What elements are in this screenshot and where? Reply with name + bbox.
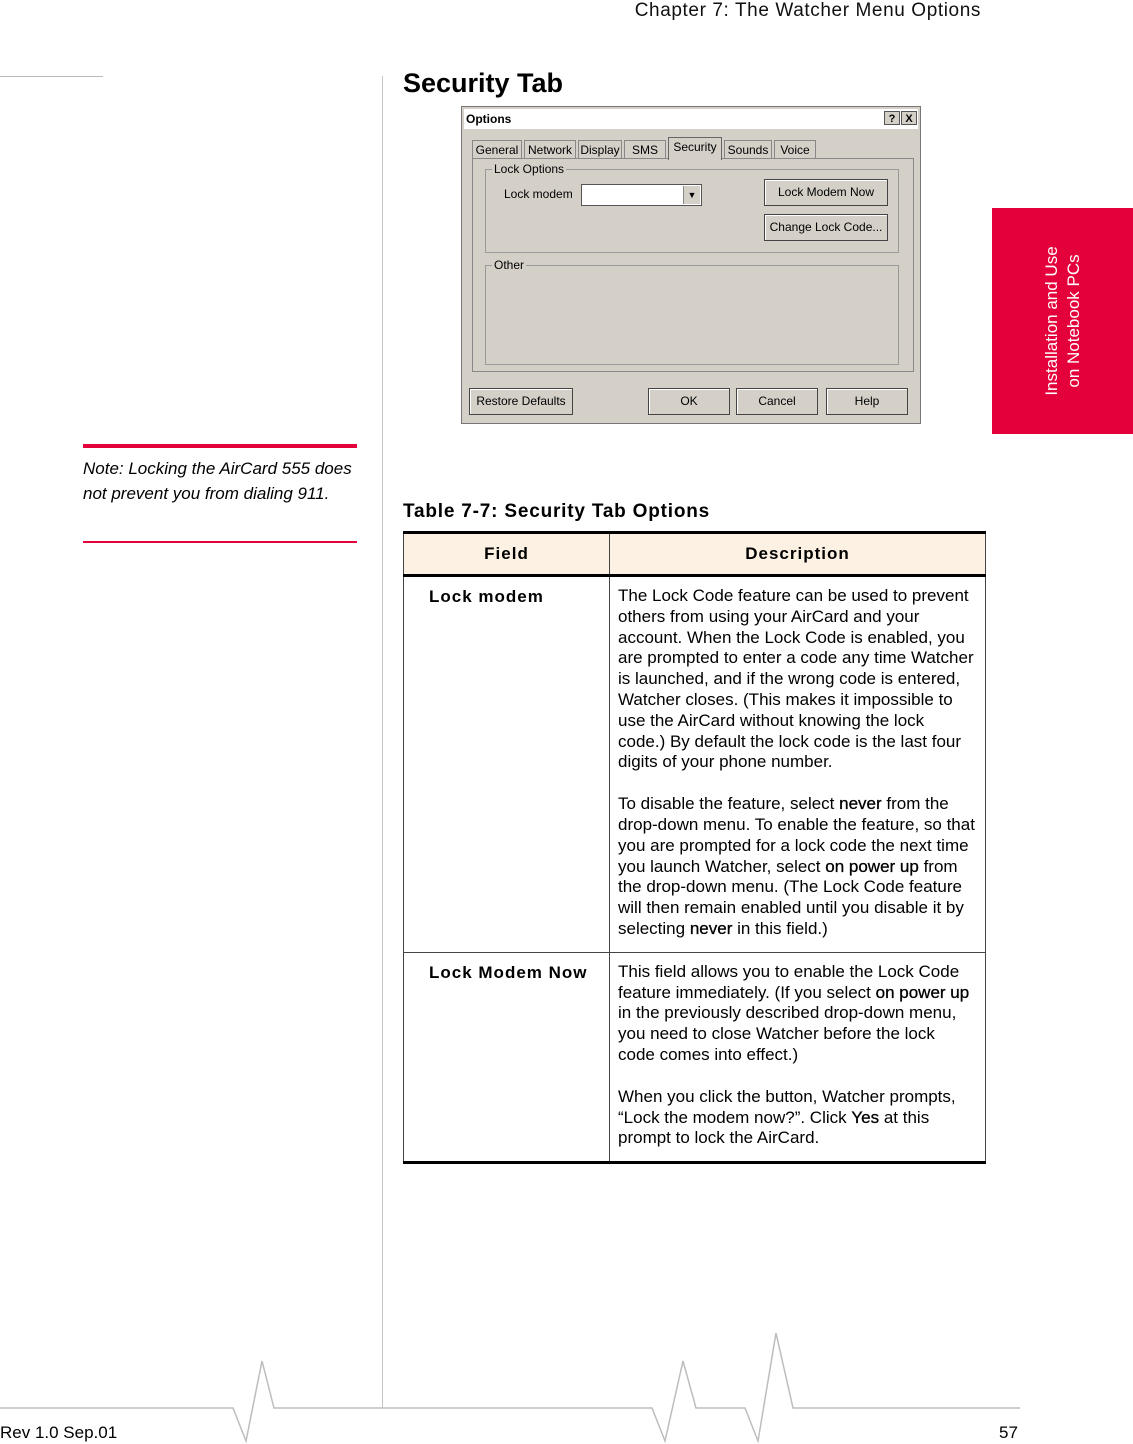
security-options-table: [403, 531, 985, 1164]
security-panel: [472, 158, 914, 372]
table-row: [404, 952, 986, 1162]
tab-voice[interactable]: Voice: [774, 140, 816, 159]
note-bottom-rule: [83, 541, 357, 543]
description-cell: [610, 576, 986, 953]
description-paragraph: The Lock Code feature can be used to prevent others from using your AirCard and your account. When the Lock Code is enabled, you are prompted to enter a code any time Watcher is launched, and if the wrong code is entered, Watcher closes. (This makes it impossible to use the AirCard without knowing the lock code.) By default the lock code is the last four digits of your phone number.: [618, 586, 974, 772]
description-cell: [610, 952, 986, 1162]
page-number: 57: [999, 1423, 1018, 1442]
text-run: To disable the feature, select: [618, 794, 840, 814]
other-group: [485, 258, 899, 365]
text-run: in the previously described drop-down menu, you need to close Watcher before the lock code comes into effect.): [618, 1003, 957, 1064]
dialog-titlebar: [464, 109, 918, 129]
text-run: in this field.): [732, 918, 828, 938]
help-icon[interactable]: ?: [884, 111, 900, 125]
side-tab-label: [1041, 246, 1085, 395]
description-paragraph: [618, 794, 975, 940]
close-icon[interactable]: X: [901, 111, 917, 125]
lock-options-group: [485, 162, 899, 253]
restore-defaults-button[interactable]: Restore Defaults: [469, 388, 573, 415]
help-button[interactable]: Help: [826, 388, 908, 415]
cancel-button[interactable]: Cancel: [736, 388, 818, 415]
lock-modem-now-button[interactable]: Lock Modem Now: [764, 179, 888, 206]
margin-divider: [382, 76, 383, 1408]
section-title: Security Tab: [403, 68, 564, 98]
footer-revision: Rev 1.0 Sep.01: [0, 1423, 118, 1442]
tab-sounds[interactable]: Sounds: [724, 140, 772, 159]
ui-term-never: never: [839, 794, 882, 814]
tab-display[interactable]: Display: [578, 140, 622, 159]
ui-term-yes: Yes: [851, 1107, 880, 1127]
column-header-field: Field: [404, 533, 610, 576]
ui-term-on-power-up: on power up: [825, 856, 919, 876]
tab-sms[interactable]: SMS: [624, 140, 666, 159]
chapter-header: Chapter 7: The Watcher Menu Options: [634, 0, 981, 21]
text-run: This field allows you to enable the Lock Code feature immediately. (If you select: [618, 961, 960, 1002]
description-paragraph: [618, 962, 975, 1066]
options-dialog: [461, 106, 921, 424]
ok-button[interactable]: OK: [648, 388, 730, 415]
lock-modem-dropdown[interactable]: [581, 184, 702, 206]
tab-security[interactable]: Security: [668, 137, 722, 160]
ui-term-on-power-up: on power up: [875, 982, 970, 1002]
text-run: at this prompt to lock the AirCard.: [618, 1107, 930, 1148]
note-text: Note: Locking the AirCard 555 does not prevent you from dialing 911.: [83, 459, 352, 503]
waveform-decoration: [0, 1325, 1133, 1444]
change-lock-code-button[interactable]: Change Lock Code...: [764, 214, 888, 241]
text-run: When you click the button, Watcher prompts, “Lock the modem now?”. Click: [618, 1086, 956, 1127]
text-run: from the drop-down menu. To enable the feature, so that you are prompted for a lock code the next time you launch Watcher, select: [618, 794, 975, 876]
side-tab-line-1: Installation and Use: [1041, 246, 1061, 396]
note-top-rule: [83, 444, 357, 448]
side-tab-line-2: on Notebook PCs: [1063, 254, 1083, 388]
other-label: Other: [494, 258, 525, 272]
column-header-description: Description: [610, 533, 986, 576]
table-row: [404, 576, 986, 953]
top-rule: [0, 76, 103, 77]
text-run: from the drop-down menu. (The Lock Code feature will then remain enabled until you disable it by selecting: [618, 856, 964, 938]
table-caption: Table 7-7: Security Tab Options: [403, 501, 711, 522]
dialog-title: Options: [466, 112, 512, 126]
tab-general[interactable]: General: [472, 140, 522, 159]
chapter-side-tab: [992, 208, 1133, 434]
tab-network[interactable]: Network: [524, 140, 576, 159]
field-cell: Lock modem: [404, 576, 610, 953]
lock-options-label: Lock Options: [494, 162, 565, 176]
lock-modem-label: Lock modem: [504, 187, 573, 201]
chevron-down-icon[interactable]: ▼: [683, 186, 700, 204]
description-paragraph: [618, 1087, 975, 1149]
ui-term-never: never: [689, 918, 733, 938]
field-cell: Lock Modem Now: [404, 952, 610, 1162]
